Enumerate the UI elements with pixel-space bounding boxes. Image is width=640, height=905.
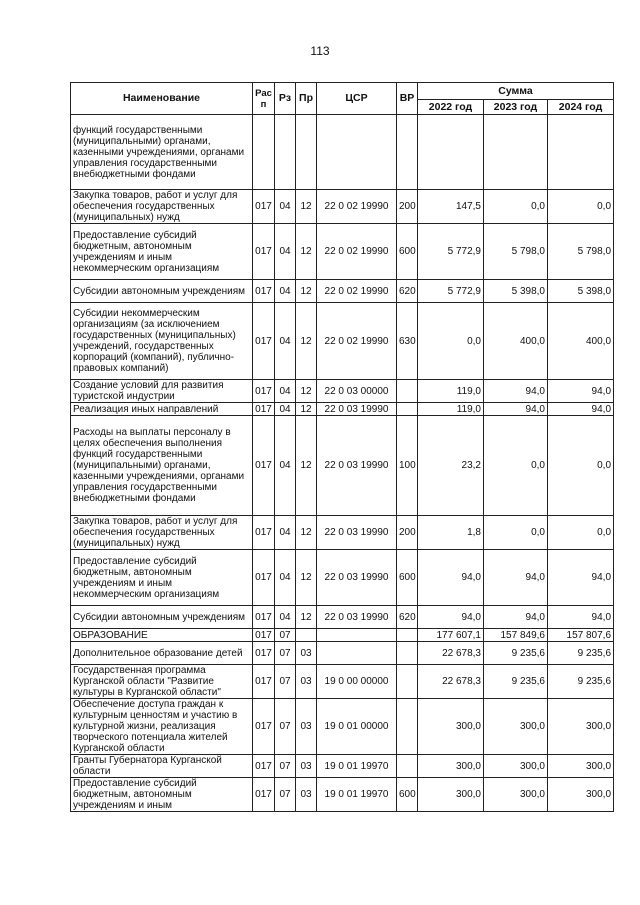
cell-pr: 12 [296,303,317,380]
cell-2023: 157 849,6 [484,629,548,642]
cell-rasp: 017 [253,303,275,380]
cell-pr: 12 [296,606,317,629]
cell-csr: 19 0 01 19970 [317,778,397,812]
cell-pr: 12 [296,516,317,550]
cell-csr: 22 0 02 19990 [317,280,397,303]
cell-pr: 03 [296,699,317,755]
cell-2024: 0,0 [548,190,614,224]
cell-rz: 04 [275,380,296,403]
cell-2023: 94,0 [484,403,548,416]
cell-csr: 22 0 03 19990 [317,403,397,416]
cell-rasp: 017 [253,550,275,606]
cell-2024: 300,0 [548,755,614,778]
table-row [71,380,614,403]
cell-2024: 94,0 [548,403,614,416]
cell-name: Предоставление субсидий бюджетным, автономным учреждениям и иным некоммерческим организациям [71,550,253,606]
cell-name: Дополнительное образование детей [71,642,253,665]
cell-vr [397,755,418,778]
cell-2022: 119,0 [418,403,484,416]
cell-rz: 04 [275,606,296,629]
cell-2022: 0,0 [418,303,484,380]
cell-csr [317,629,397,642]
cell-pr: 12 [296,224,317,280]
cell-rz: 04 [275,403,296,416]
cell-2023: 0,0 [484,516,548,550]
cell-2022: 94,0 [418,550,484,606]
cell-2024 [548,115,614,190]
cell-csr [317,642,397,665]
cell-2022: 177 607,1 [418,629,484,642]
cell-rasp: 017 [253,642,275,665]
cell-rasp: 017 [253,516,275,550]
cell-rz: 04 [275,280,296,303]
cell-name: Гранты Губернатора Курганской области [71,755,253,778]
header-csr: ЦСР [317,83,397,115]
table-row [71,416,614,516]
cell-vr [397,665,418,699]
cell-rz: 04 [275,550,296,606]
cell-pr: 12 [296,280,317,303]
cell-2022: 22 678,3 [418,665,484,699]
cell-2023: 9 235,6 [484,642,548,665]
cell-vr: 600 [397,550,418,606]
cell-rz: 07 [275,665,296,699]
cell-rasp [253,115,275,190]
cell-vr [397,115,418,190]
cell-rz [275,115,296,190]
header-rasp: Рас п [253,83,275,115]
cell-vr [397,629,418,642]
budget-table [70,82,614,812]
cell-rasp: 017 [253,665,275,699]
cell-rz: 07 [275,629,296,642]
header-name: Наименование [71,83,253,115]
cell-2024: 9 235,6 [548,642,614,665]
cell-2023: 9 235,6 [484,665,548,699]
table-row [71,190,614,224]
table-row [71,699,614,755]
cell-vr [397,642,418,665]
cell-2024: 5 798,0 [548,224,614,280]
cell-vr: 630 [397,303,418,380]
cell-2023: 94,0 [484,606,548,629]
table-row [71,642,614,665]
cell-rasp: 017 [253,403,275,416]
cell-pr: 12 [296,416,317,516]
header-2024: 2024 год [548,100,614,115]
cell-csr: 22 0 03 19990 [317,606,397,629]
cell-2024: 157 807,6 [548,629,614,642]
table-row [71,550,614,606]
cell-rasp: 017 [253,629,275,642]
cell-2022: 300,0 [418,755,484,778]
cell-name: Обеспечение доступа граждан к культурным ценностям и участию в культурной жизни, реализация творческого потенциала жителей Курганской области [71,699,253,755]
cell-2024: 300,0 [548,778,614,812]
cell-2022: 300,0 [418,699,484,755]
cell-csr: 22 0 03 19990 [317,550,397,606]
cell-2024: 5 398,0 [548,280,614,303]
cell-name: Государственная программа Курганской области "Развитие культуры в Курганской области" [71,665,253,699]
cell-rz: 04 [275,224,296,280]
cell-csr: 22 0 03 00000 [317,380,397,403]
cell-2023: 5 398,0 [484,280,548,303]
cell-csr: 19 0 01 19970 [317,755,397,778]
cell-2024: 300,0 [548,699,614,755]
cell-2023: 400,0 [484,303,548,380]
cell-2022: 119,0 [418,380,484,403]
cell-rasp: 017 [253,190,275,224]
cell-csr: 22 0 02 19990 [317,303,397,380]
cell-2022: 23,2 [418,416,484,516]
table-row [71,303,614,380]
cell-rasp: 017 [253,755,275,778]
cell-pr: 12 [296,550,317,606]
cell-2023: 300,0 [484,778,548,812]
cell-vr: 100 [397,416,418,516]
cell-name: Предоставление субсидий бюджетным, автономным учреждениям и иным некоммерческим организациям [71,224,253,280]
cell-rz: 04 [275,190,296,224]
table-body [71,115,614,812]
cell-2022: 1,8 [418,516,484,550]
cell-2024: 94,0 [548,550,614,606]
cell-2023: 94,0 [484,550,548,606]
table-row [71,403,614,416]
table-row [71,516,614,550]
cell-csr: 22 0 03 19990 [317,516,397,550]
cell-pr [296,629,317,642]
cell-vr [397,380,418,403]
cell-2023: 0,0 [484,416,548,516]
header-2023: 2023 год [484,100,548,115]
cell-pr: 12 [296,403,317,416]
cell-vr: 600 [397,224,418,280]
table-row [71,778,614,812]
cell-vr [397,403,418,416]
cell-2024: 94,0 [548,606,614,629]
cell-2024: 400,0 [548,303,614,380]
cell-csr: 22 0 03 19990 [317,416,397,516]
cell-rz: 04 [275,516,296,550]
header-vr: ВР [397,83,418,115]
cell-name: Закупка товаров, работ и услуг для обеспечения государственных (муниципальных) нужд [71,190,253,224]
cell-pr: 03 [296,665,317,699]
cell-pr: 03 [296,642,317,665]
cell-pr: 03 [296,755,317,778]
table-row [71,755,614,778]
cell-vr: 620 [397,280,418,303]
cell-rz: 04 [275,416,296,516]
cell-2023: 5 798,0 [484,224,548,280]
cell-2022: 94,0 [418,606,484,629]
header-sum: Сумма [418,83,614,100]
cell-2024: 0,0 [548,516,614,550]
table-row [71,606,614,629]
cell-rasp: 017 [253,224,275,280]
cell-vr: 200 [397,190,418,224]
cell-2022: 5 772,9 [418,224,484,280]
table-row [71,224,614,280]
cell-name: Субсидии автономным учреждениям [71,280,253,303]
cell-rasp: 017 [253,606,275,629]
cell-2023 [484,115,548,190]
cell-rasp: 017 [253,699,275,755]
cell-name: Субсидии некоммерческим организациям (за исключением государственных (муниципальных) учреждений, государственных корпораций (компаний), публично-правовых компаний) [71,303,253,380]
cell-name: Субсидии автономным учреждениям [71,606,253,629]
cell-rz: 04 [275,303,296,380]
cell-rasp: 017 [253,380,275,403]
cell-2023: 300,0 [484,699,548,755]
cell-2023: 300,0 [484,755,548,778]
cell-rz: 07 [275,755,296,778]
cell-rasp: 017 [253,778,275,812]
cell-csr [317,115,397,190]
cell-2022: 5 772,9 [418,280,484,303]
cell-rasp: 017 [253,416,275,516]
cell-2024: 9 235,6 [548,665,614,699]
cell-pr [296,115,317,190]
table-row [71,115,614,190]
cell-name: Расходы на выплаты персоналу в целях обеспечения выполнения функций государственными (муниципальными) органами, казенными учреждениями, органами управления государственными внебюджетными фондами [71,416,253,516]
cell-rz: 07 [275,699,296,755]
cell-name: Создание условий для развития туристской индустрии [71,380,253,403]
cell-csr: 22 0 02 19990 [317,224,397,280]
cell-csr: 22 0 02 19990 [317,190,397,224]
table-row [71,629,614,642]
cell-2022 [418,115,484,190]
cell-2024: 94,0 [548,380,614,403]
cell-pr: 03 [296,778,317,812]
cell-rz: 07 [275,642,296,665]
cell-name: функций государственными (муниципальными) органами, казенными учреждениями, органами управления государственными внебюджетными фондами [71,115,253,190]
cell-vr: 200 [397,516,418,550]
cell-csr: 19 0 00 00000 [317,665,397,699]
cell-vr: 620 [397,606,418,629]
header-pr: Пр [296,83,317,115]
cell-csr: 19 0 01 00000 [317,699,397,755]
table-row [71,665,614,699]
table-row [71,280,614,303]
cell-pr: 12 [296,380,317,403]
cell-2022: 147,5 [418,190,484,224]
cell-name: ОБРАЗОВАНИЕ [71,629,253,642]
header-rz: Рз [275,83,296,115]
cell-pr: 12 [296,190,317,224]
cell-vr: 600 [397,778,418,812]
cell-2022: 22 678,3 [418,642,484,665]
cell-2023: 94,0 [484,380,548,403]
cell-2022: 300,0 [418,778,484,812]
cell-2023: 0,0 [484,190,548,224]
cell-name: Реализация иных направлений [71,403,253,416]
cell-rz: 07 [275,778,296,812]
cell-name: Предоставление субсидий бюджетным, автономным учреждениям и иным [71,778,253,812]
cell-rasp: 017 [253,280,275,303]
cell-2024: 0,0 [548,416,614,516]
header-2022: 2022 год [418,100,484,115]
page-number: 113 [310,44,330,58]
cell-vr [397,699,418,755]
cell-name: Закупка товаров, работ и услуг для обеспечения государственных (муниципальных) нужд [71,516,253,550]
